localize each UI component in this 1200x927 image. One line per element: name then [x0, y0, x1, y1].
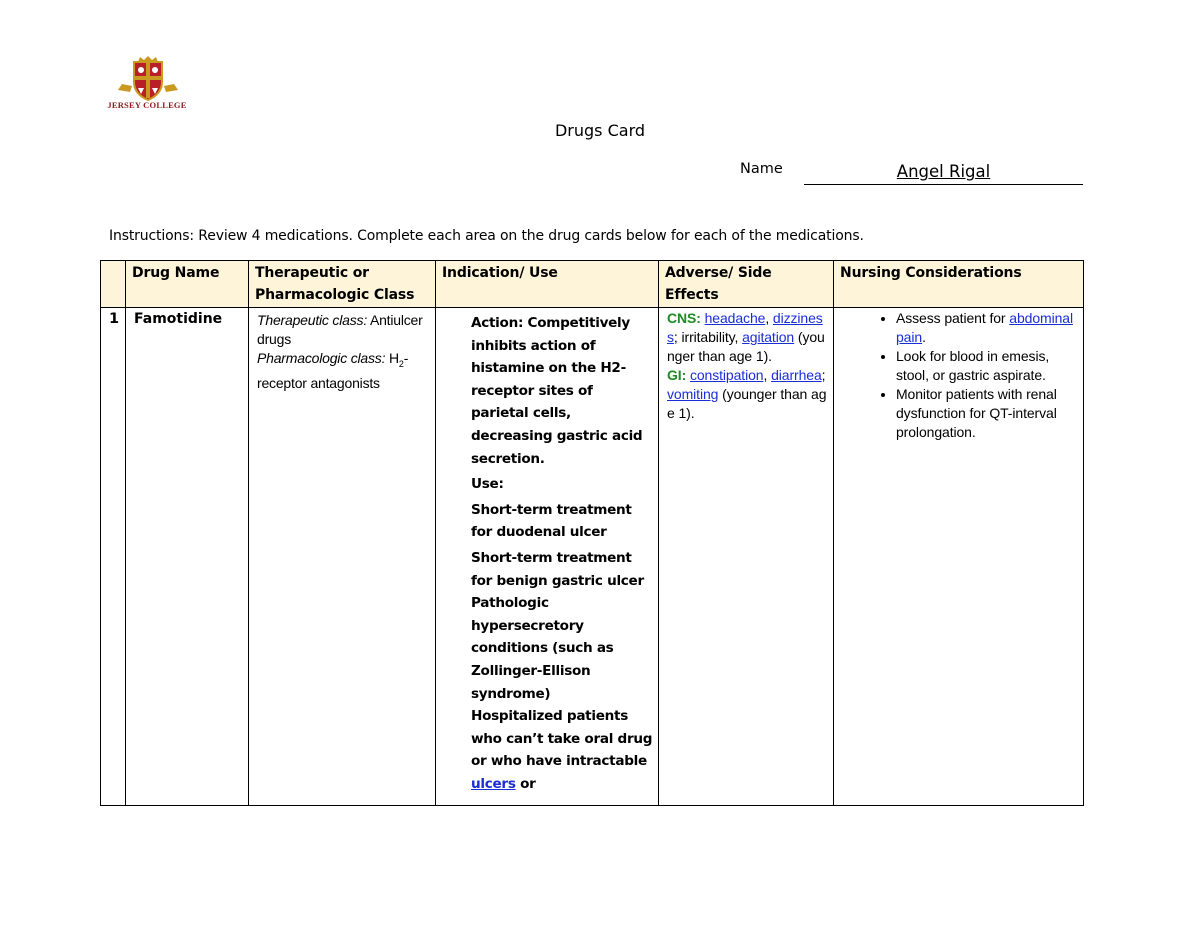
therapeutic-class-value: Antiulcer drugs — [257, 312, 423, 347]
nursing-list — [840, 309, 1077, 442]
name-label: Name — [740, 161, 783, 177]
name-underline — [804, 184, 1083, 185]
column-header-adverse: Adverse/ Side Effects — [659, 261, 834, 308]
gi-age-note: (younger than age 1). — [667, 386, 827, 421]
instructions-text: Instructions: Review 4 medications. Complete each area on the drug cards below for each of the medications. — [109, 228, 864, 244]
pharmacologic-value-pre: H — [388, 350, 399, 366]
drug-card-table — [100, 260, 1084, 806]
therapeutic-class-label: Therapeutic class: — [257, 312, 368, 328]
pharmacologic-value-post: -receptor antagonists — [257, 350, 409, 391]
last-use-trailing-text: or — [520, 775, 536, 792]
use-item: Short-term treatment for duodenal ulcer — [471, 501, 632, 541]
separator: ; — [821, 367, 826, 383]
document-title: Drugs Card — [554, 121, 646, 140]
pharmacologic-value-sub: 2 — [398, 358, 404, 369]
vomiting-link[interactable]: vomiting — [667, 386, 719, 402]
table-header-row — [101, 261, 1084, 308]
list-item: • Monitor patients with renal dysfunction for QT-interval prolongation. — [896, 385, 1077, 442]
pharmacologic-class-label: Pharmacologic class: — [257, 350, 386, 366]
list-item: • Look for blood in emesis, stool, or gastric aspirate. — [896, 347, 1077, 385]
nursing-item-period: . — [922, 329, 926, 345]
cns-label: CNS: — [667, 310, 701, 326]
list-item — [896, 309, 1077, 347]
nursing-item-text: Assess patient for — [896, 310, 1006, 326]
column-header-drug-name: Drug Name — [126, 261, 249, 308]
action-label: Action: — [471, 315, 524, 331]
gi-label: GI: — [667, 367, 687, 383]
agitation-link[interactable]: agitation — [742, 329, 795, 345]
action-text: Competitively inhibits action of histamine on the H2-receptor sites of parietal cells, decreasing gastric acid secretion. — [471, 315, 643, 467]
separator: , — [765, 310, 770, 326]
use-item: Short-term treatment for benign gastric ulcer — [471, 549, 644, 589]
row-number: 1 — [101, 308, 126, 806]
adverse-effects-cell — [659, 308, 834, 806]
table-row — [101, 308, 1084, 806]
headache-link[interactable]: headache — [704, 310, 766, 326]
dizziness-link[interactable]: dizziness — [667, 310, 823, 345]
separator: , — [763, 367, 768, 383]
column-header-indication: Indication/ Use — [436, 261, 659, 308]
drug-name: Famotidine — [126, 308, 249, 806]
name-value: Angel Rigal — [896, 162, 991, 181]
nursing-considerations-cell — [834, 308, 1084, 806]
class-cell — [249, 308, 436, 806]
column-header-class: Therapeutic or Pharmacologic Class — [249, 261, 436, 308]
use-item: Pathologic hypersecretory conditions (such as Zollinger-Ellison syndrome) — [471, 595, 614, 702]
last-use-text: Hospitalized patients who can’t take oral drug or who have intractable — [471, 708, 653, 770]
cns-age-note: (younger than age 1). — [667, 329, 825, 364]
action-paragraph — [471, 312, 654, 470]
use-label: Use: — [471, 476, 504, 493]
diarrhea-link[interactable]: diarrhea — [771, 367, 822, 383]
separator: ; — [673, 329, 678, 345]
abdominal-pain-link[interactable]: abdominal pain — [896, 310, 1073, 345]
logo-text: JERSEY COLLEGE — [107, 100, 187, 110]
ulcers-link[interactable]: ulcers — [471, 775, 516, 792]
constipation-link[interactable]: constipation — [689, 367, 764, 383]
column-header-nursing: Nursing Considerations — [834, 261, 1084, 308]
column-header-number — [101, 261, 126, 308]
irritability-text: irritability, — [681, 329, 739, 345]
indication-cell — [436, 308, 659, 806]
use-item — [471, 705, 654, 795]
